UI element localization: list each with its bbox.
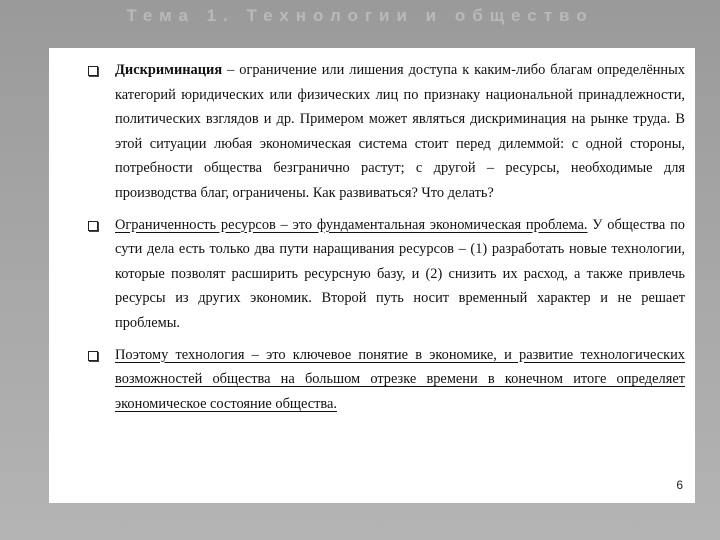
square-bullet-icon — [88, 66, 98, 76]
square-bullet-icon — [88, 221, 98, 231]
bullet-item-technology — [49, 343, 695, 417]
underlined-statement: Ограниченность ресурсов – это фундаментальная экономическая проблема. — [115, 216, 588, 233]
bullet-list — [49, 58, 695, 423]
bullet-item-discrimination — [49, 58, 695, 206]
underlined-statement: Поэтому технология – это ключевое понятие в экономике, и развитие технологических возможностей общества на большом отрезке времени в конечном итоге определяет экономическое состояние общества. — [115, 346, 685, 412]
bullet-item-limited-resources — [49, 213, 695, 336]
definition-text: – ограничение или лишения доступа к каким-либо благам определённых категорий юридических или физических лиц по признаку национальной принадлежности, политических взглядов и др. Примером может являться дискриминация на рынке труда. В этой ситуации любая экономическая система стоит перед дилеммой: с одной стороны, потребности общества безгранично растут; с другой – ресурсы, необходимые для производства благ, ограничены. Как развиваться? Что делать? — [115, 62, 685, 201]
bullet-text — [115, 213, 685, 336]
square-bullet-icon — [88, 351, 98, 361]
term-discrimination: Дискриминация — [115, 62, 223, 78]
page-number: 6 — [676, 478, 683, 492]
bullet-text — [115, 343, 685, 417]
content-panel — [49, 48, 695, 503]
bullet-text — [115, 58, 685, 206]
paragraph-text: У общества по сути дела есть только два пути наращивания ресурсов – (1) разработать новые технологии, которые позволят расширить ресурсную базу, и (2) снизить их расход, а также привлечь ресурсы из других экономик. Второй путь носит временный характер и не решает проблемы. — [115, 216, 685, 331]
slide-title: Тема 1. Технологии и общество — [126, 6, 594, 25]
